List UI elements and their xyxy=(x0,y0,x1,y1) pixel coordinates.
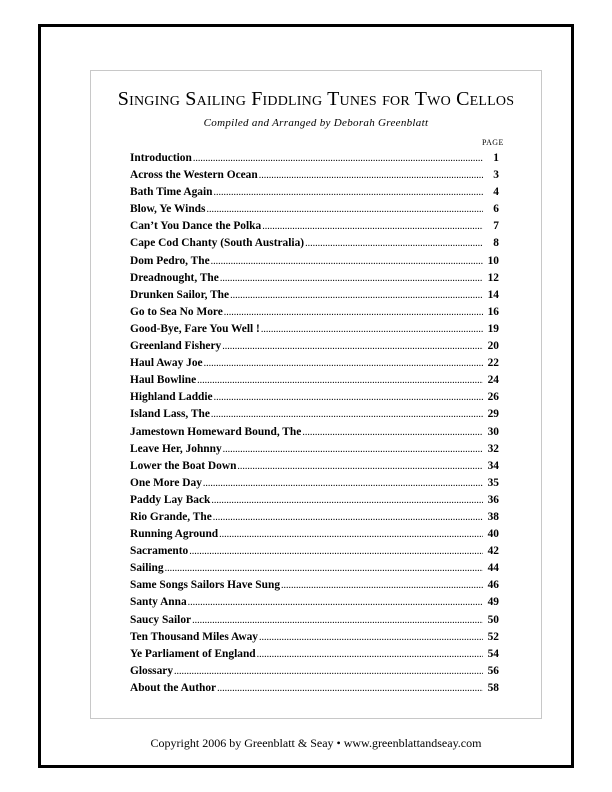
dot-leader xyxy=(237,458,483,475)
toc-entry-title: Jamestown Homeward Bound, The xyxy=(130,425,302,438)
toc-entry-title: One More Day xyxy=(130,476,202,489)
toc-entry xyxy=(130,543,499,560)
toc-entry xyxy=(130,355,499,372)
toc-entry-title: Dom Pedro, The xyxy=(130,254,210,267)
dot-leader xyxy=(203,475,483,492)
toc-entry-title: Ye Parliament of England xyxy=(130,647,256,660)
toc-entry-title: Santy Anna xyxy=(130,596,187,609)
toc-entry xyxy=(130,304,499,321)
page-column-header: PAGE xyxy=(482,138,504,147)
toc-entry xyxy=(130,680,499,697)
toc-entry-page: 32 xyxy=(487,442,499,455)
dot-leader xyxy=(214,389,483,406)
toc-entry-page: 14 xyxy=(487,288,499,301)
toc-entry xyxy=(130,184,499,201)
toc-entry xyxy=(130,389,499,406)
dot-leader xyxy=(165,560,483,577)
toc-entry-title: Bath Time Again xyxy=(130,186,213,199)
toc-entry-title: Introduction xyxy=(130,152,192,164)
toc-entry-page: 20 xyxy=(487,340,499,353)
toc-entry-title: Drunken Sailor, The xyxy=(130,288,230,301)
toc-entry-page: 10 xyxy=(487,254,499,267)
toc-entry-title: Same Songs Sailors Have Sung xyxy=(130,579,281,592)
dot-leader xyxy=(193,150,483,167)
toc-entry-title: Sacramento xyxy=(130,545,189,558)
toc-entry-title: Island Lass, The xyxy=(130,408,210,421)
toc-entry xyxy=(130,492,499,509)
toc-entry-page: 8 xyxy=(493,237,499,250)
dot-leader xyxy=(230,287,483,304)
toc-entry-title: Go to Sea No More xyxy=(130,305,223,318)
dot-leader xyxy=(302,424,483,441)
toc-entry-page: 35 xyxy=(487,476,499,489)
dot-leader xyxy=(211,406,483,423)
dot-leader xyxy=(281,577,483,594)
toc-entry-page: 30 xyxy=(487,425,499,438)
toc-entry-page: 29 xyxy=(487,408,499,421)
dot-leader xyxy=(211,492,483,509)
toc-entry-title: Good-Bye, Fare You Well ! xyxy=(130,322,260,335)
toc-entry xyxy=(130,594,499,611)
toc-entry-title: About the Author xyxy=(130,681,217,694)
toc-entry xyxy=(130,560,499,577)
toc-entry-page: 42 xyxy=(487,545,499,558)
table-of-contents xyxy=(130,150,499,697)
dot-leader xyxy=(305,235,483,252)
copyright-footer: Copyright 2006 by Greenblatt & Seay • www.greenblattandseay.com xyxy=(150,736,482,750)
toc-entry-title: Rio Grande, The xyxy=(130,510,212,523)
dot-leader xyxy=(211,253,483,270)
dot-leader xyxy=(204,355,483,372)
toc-entry xyxy=(130,509,499,526)
toc-entry xyxy=(130,150,499,167)
toc-entry xyxy=(130,372,499,389)
toc-entry-title: Highland Laddie xyxy=(130,391,213,404)
toc-entry xyxy=(130,338,499,355)
dot-leader xyxy=(223,441,483,458)
toc-entry-page: 4 xyxy=(493,186,499,199)
toc-entry-title: Running Aground xyxy=(130,528,219,541)
dot-leader xyxy=(259,629,483,646)
toc-entry-page: 34 xyxy=(487,459,499,472)
toc-entry-page: 26 xyxy=(487,391,499,404)
toc-entry xyxy=(130,321,499,338)
toc-entry-title: Paddy Lay Back xyxy=(130,493,211,506)
dot-leader xyxy=(220,270,483,287)
book-subtitle: Compiled and Arranged by Deborah Greenblatt xyxy=(203,117,429,129)
dot-leader xyxy=(262,218,483,235)
dot-leader xyxy=(213,509,483,526)
dot-leader xyxy=(206,201,483,218)
toc-entry-title: Across the Western Ocean xyxy=(130,169,258,182)
toc-entry xyxy=(130,406,499,423)
toc-entry-title: Saucy Sailor xyxy=(130,613,192,626)
dot-leader xyxy=(197,372,483,389)
toc-entry-title: Blow, Ye Winds xyxy=(130,203,206,216)
toc-entry-title: Leave Her, Johnny xyxy=(130,442,222,455)
toc-entry-title: Lower the Boat Down xyxy=(130,459,237,472)
toc-entry xyxy=(130,253,499,270)
toc-entry xyxy=(130,201,499,218)
toc-entry xyxy=(130,270,499,287)
toc-entry xyxy=(130,646,499,663)
toc-entry-page: 46 xyxy=(487,579,499,592)
dot-leader xyxy=(217,680,483,697)
dot-leader xyxy=(257,646,483,663)
toc-entry-page: 50 xyxy=(487,613,499,626)
dot-leader xyxy=(222,338,483,355)
toc-entry xyxy=(130,612,499,629)
toc-entry-page: 49 xyxy=(487,596,499,609)
toc-entry xyxy=(130,424,499,441)
toc-entry-page: 38 xyxy=(487,510,499,523)
toc-entry xyxy=(130,663,499,680)
toc-entry-page: 24 xyxy=(487,374,499,387)
dot-leader xyxy=(188,594,483,611)
dot-leader xyxy=(174,663,483,680)
toc-entry-page: 3 xyxy=(493,169,499,182)
toc-entry-page: 44 xyxy=(487,562,499,575)
toc-entry-page: 12 xyxy=(487,271,499,284)
toc-entry-title: Greenland Fishery xyxy=(130,340,222,353)
toc-entry xyxy=(130,287,499,304)
toc-entry xyxy=(130,167,499,184)
toc-entry-page: 6 xyxy=(493,203,499,216)
toc-entry-title: Cape Cod Chanty (South Australia) xyxy=(130,237,305,250)
toc-entry-page: 16 xyxy=(487,305,499,318)
dot-leader xyxy=(189,543,483,560)
toc-entry-page: 54 xyxy=(487,647,499,660)
dot-leader xyxy=(219,526,483,543)
toc-entry-page: 19 xyxy=(487,322,499,335)
dot-leader xyxy=(214,184,484,201)
toc-entry-title: Can’t You Dance the Polka xyxy=(130,220,262,233)
toc-entry-page: 58 xyxy=(487,681,499,694)
toc-entry-title: Glossary xyxy=(130,664,174,677)
toc-entry-title: Ten Thousand Miles Away xyxy=(130,630,258,643)
toc-entry-title: Dreadnought, The xyxy=(130,271,219,284)
toc-entry xyxy=(130,218,499,235)
toc-entry-page: 36 xyxy=(487,493,499,506)
toc-entry-page: 1 xyxy=(493,152,499,164)
toc-entry-page: 7 xyxy=(493,220,499,233)
dot-leader xyxy=(224,304,483,321)
toc-entry xyxy=(130,577,499,594)
book-title: Singing Sailing Fiddling Tunes for Two Cellos xyxy=(117,88,515,110)
dot-leader xyxy=(192,612,483,629)
dot-leader xyxy=(261,321,483,338)
toc-entry-title: Haul Away Joe xyxy=(130,357,203,370)
toc-entry xyxy=(130,629,499,646)
toc-entry xyxy=(130,458,499,475)
toc-entry xyxy=(130,526,499,543)
toc-entry-page: 40 xyxy=(487,528,499,541)
toc-entry-page: 56 xyxy=(487,664,499,677)
toc-entry-page: 52 xyxy=(487,630,499,643)
toc-entry xyxy=(130,235,499,252)
toc-entry-page: 22 xyxy=(487,357,499,370)
toc-entry xyxy=(130,441,499,458)
dot-leader xyxy=(259,167,483,184)
toc-entry-title: Sailing xyxy=(130,562,164,575)
toc-entry-title: Haul Bowline xyxy=(130,374,197,387)
toc-entry xyxy=(130,475,499,492)
